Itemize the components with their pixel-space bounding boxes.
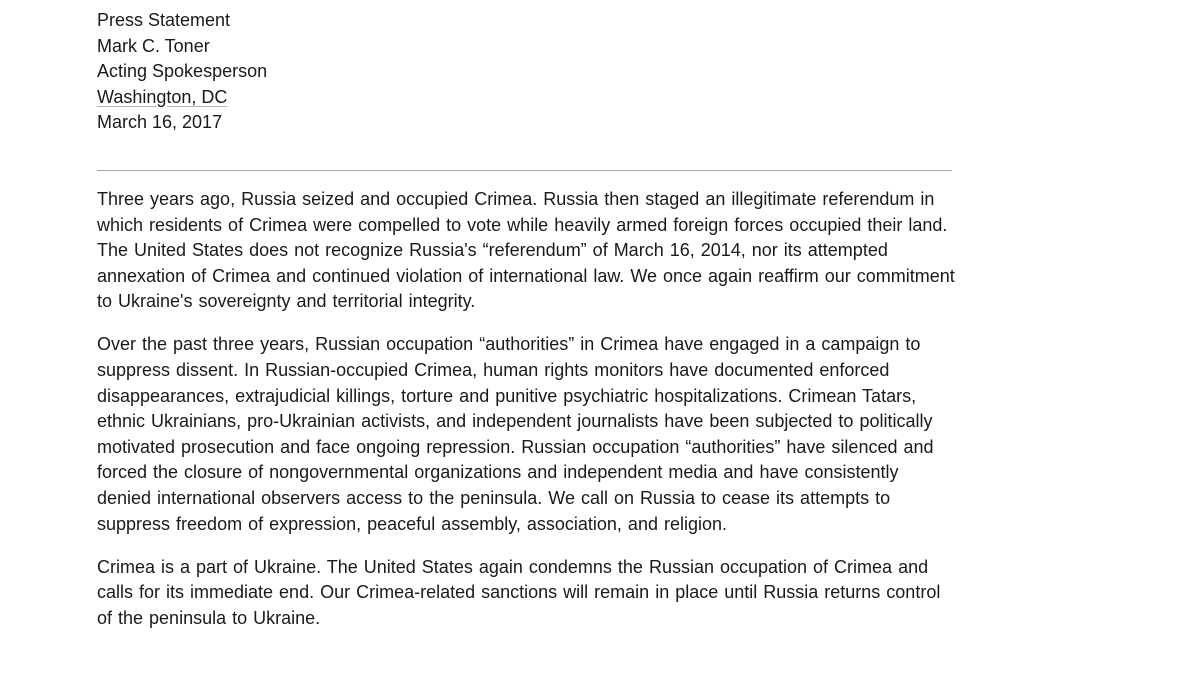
header-divider (97, 170, 952, 171)
location-link[interactable]: Washington, DC (97, 86, 228, 107)
statement-header (97, 8, 957, 136)
statement-date: March 16, 2017 (97, 112, 223, 133)
speaker-name: Mark C. Toner (97, 35, 210, 56)
speaker-role: Acting Spokesperson (97, 61, 268, 82)
press-statement-document (97, 8, 957, 649)
paragraph: Three years ago, Russia seized and occupied Crimea. Russia then staged an illegitimate referendum in which residents of Crimea were compelled to vote while heavily armed foreign forces occupied their land. The United States does not recognize Russia's “referendum” of March 16, 2014, nor its attempted annexation of Crimea and continued violation of international law. We once again reaffirm our commitment to Ukraine's sovereignty and territorial integrity. (97, 188, 955, 312)
paragraph: Over the past three years, Russian occupation “authorities” in Crimea have engaged in a campaign to suppress dissent. In Russian-occupied Crimea, human rights monitors have documented enforced disappearances, extrajudicial killings, torture and punitive psychiatric hospitalizations. Crimean Tatars, ethnic Ukrainians, pro-Ukrainian activists, and independent journalists have been subjected to politically motivated prosecution and face ongoing repression. Russian occupation “authorities” have silenced and forced the closure of nongovernmental organizations and independent media and have consistently denied international observers access to the peninsula. We call on Russia to cease its attempts to suppress freedom of expression, peaceful assembly, association, and religion. (97, 334, 934, 534)
statement-body (97, 187, 957, 632)
paragraph: Crimea is a part of Ukraine. The United States again condemns the Russian occupation of Crimea and calls for its immediate end. Our Crimea-related sanctions will remain in place until Russia returns control of the peninsula to Ukraine. (97, 556, 941, 628)
statement-location (97, 85, 957, 111)
statement-type: Press Statement (97, 10, 231, 30)
